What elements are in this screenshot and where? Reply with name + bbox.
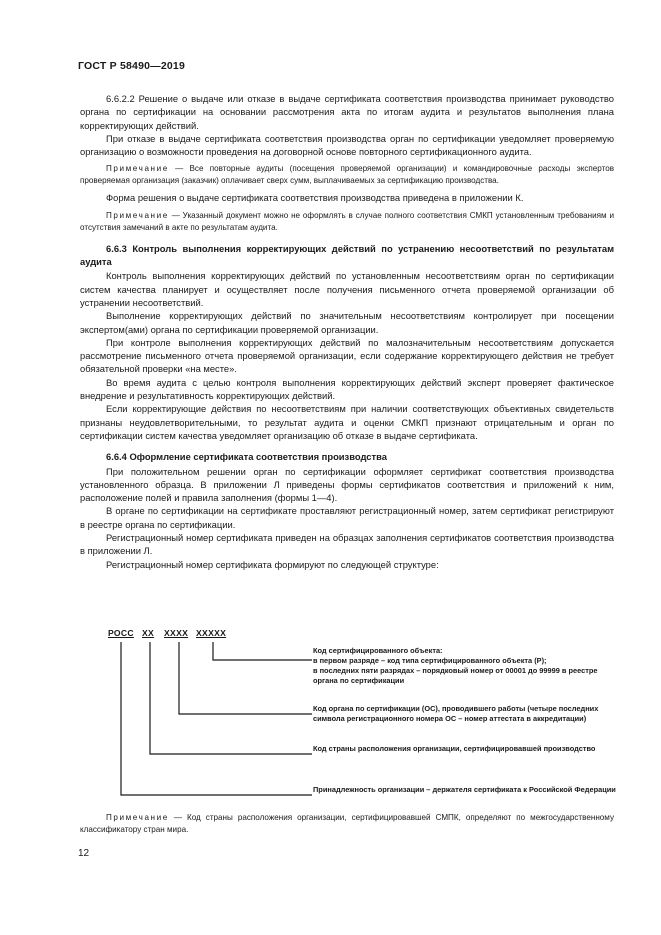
diagram-label-prefix: Принадлежность организации – держателя сертификата к Российской Федерации bbox=[313, 785, 616, 794]
paragraph: Регистрационный номер сертификата формируют по следующей структуре: bbox=[106, 558, 439, 570]
paragraph: При положительном решении орган по сертификации оформляет сертификат соответствия производства установленного образца. В приложении Л приведены формы сертификатов соответствия и приложений к ним, расположение полей и правила заполнения (формы 1—4). bbox=[80, 465, 614, 504]
paragraph: При контроле выполнения корректирующих действий по малозначительным несоответствиям допускается рассмотрение письменного отчета проверяемой организации, если содержание корректирующего действия не требует обязательной проверки «на месте». bbox=[80, 336, 614, 375]
diagram-label-object bbox=[313, 646, 623, 686]
paragraph: В органе по сертификации на сертификате проставляют регистрационный номер, затем сертификат регистрируют в реестре органа по сертификации. bbox=[80, 505, 614, 530]
diagram-label-country: Код страны расположения организации, сертифицировавшей производство bbox=[313, 744, 596, 753]
diagram-label-body: Код органа по сертификации (ОС), проводившего работы (четыре последних символа регистрационного номера ОС – номер аттестата в аккредитации) bbox=[313, 704, 599, 723]
code-segment-country-prefix: РОСС bbox=[108, 628, 134, 638]
document-header: ГОСТ Р 58490—2019 bbox=[78, 60, 186, 72]
paragraph: Выполнение корректирующих действий по значительным несоответствиям контролирует при посещении экспертом(ами) органа по сертификации проверяемой организации. bbox=[80, 310, 614, 335]
label-line: в первом разряде – код типа сертифицированного объекта (Р); bbox=[313, 656, 547, 665]
note-label: Примечание bbox=[106, 813, 169, 822]
section-heading: 6.6.3 Контроль выполнения корректирующих действий по устранению несоответствий по результатам аудита bbox=[80, 242, 614, 268]
note bbox=[80, 812, 614, 836]
paragraph: Контроль выполнения корректирующих действий по установленным несоответствиям орган по сертификации систем качества планирует и осуществляет после получения письменного отчета проверяемой организации об устранении несоответствий. bbox=[80, 270, 614, 308]
note bbox=[80, 163, 614, 187]
code-segment-country: ХХ bbox=[142, 628, 155, 638]
paragraph: Во время аудита с целью контроля выполнения корректирующих действий эксперт проверяет фактическое внедрение и результативность корректирующих действий. bbox=[80, 376, 614, 402]
note-label: Примечание bbox=[106, 210, 169, 220]
note-text: — Все повторные аудиты (посещения проверяемой организации) и командировочные расходы экспертов проверяемая организация (заказчик) оплачивает сверх сумм, выплачиваемых за сертификацию производства. bbox=[80, 164, 614, 186]
code-segment-body: ХХХХ bbox=[164, 628, 189, 638]
note-label: Примечание bbox=[106, 164, 169, 174]
code-segment-object: ХХХХХ bbox=[196, 628, 227, 638]
footnote bbox=[80, 812, 614, 840]
paragraph: Регистрационный номер сертификата приведен на образцах заполнения сертификатов соответствия производства в приложении Л. bbox=[80, 532, 614, 557]
paragraph: Если корректирующие действия по несоответствиям при наличии соответствующих объективных свидетельств признаны неудовлетворительными, то результат аудита и оценки СМКП признают отрицательным и орган по сертификации систем качества уведомляет организацию об отказе в выдаче сертификата. bbox=[80, 403, 614, 441]
note-text: — Код страны расположения организации, сертифицировавшей СМПК, определяют по межгосударственному классификатору стран мира. bbox=[80, 813, 614, 834]
section-heading: 6.6.4 Оформление сертификата соответствия производства bbox=[106, 451, 387, 463]
registration-number-diagram bbox=[100, 628, 620, 808]
paragraph: При отказе в выдаче сертификата соответствия производства орган по сертификации уведомляет проверяемую организацию о возможности проведения на договорной основе повторного сертификационного аудита. bbox=[80, 132, 614, 158]
note bbox=[80, 210, 614, 234]
paragraph: 6.6.2.2 Решение о выдаче или отказе в выдаче сертификата соответствия производства принимает руководство органа по сертификации на основании рассмотрения акта по итогам аудита и результатов выполнения плана корректирующих действий. bbox=[80, 93, 614, 131]
document-body bbox=[80, 92, 614, 571]
paragraph: Форма решения о выдаче сертификата соответствия производства приведена в приложении К. bbox=[106, 192, 524, 204]
label-line: Код сертифицированного объекта: bbox=[313, 646, 443, 655]
note-text: — Указанный документ можно не оформлять в случае полного соответствия СМКП установленным требованиям и отсутствия замечаний в акте по результатам аудита. bbox=[80, 210, 614, 232]
page-number: 12 bbox=[78, 848, 90, 859]
label-line: в последних пяти разрядах – порядковый номер от 00001 до 99999 в реестре органа по сертификации bbox=[313, 666, 598, 685]
